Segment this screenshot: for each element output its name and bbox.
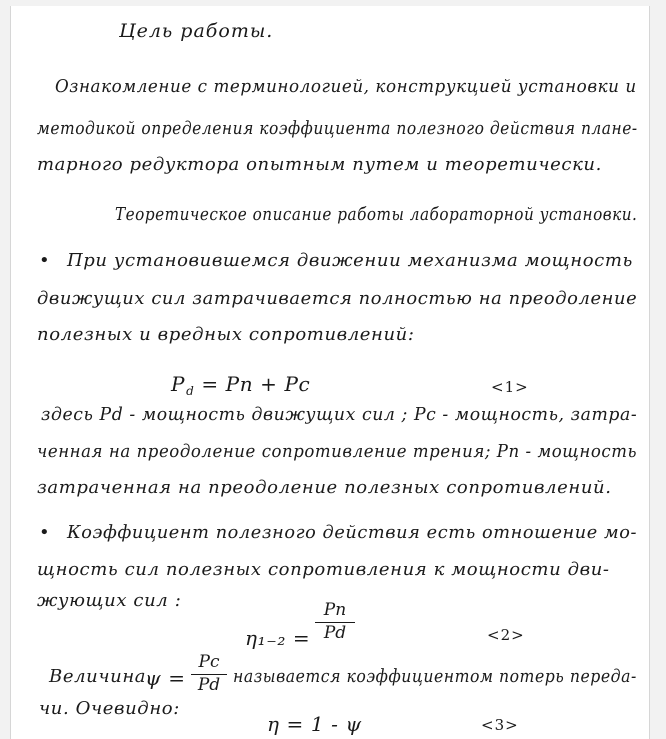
p1-line-3: полезных и вредных сопротивлений: [37,324,415,345]
document-title: Цель работы. [119,20,274,42]
intro-line-1: Ознакомление с терминологией, конструкцией установки и [55,76,637,97]
intro-line-3: тарного редуктора опытным путем и теоретически. [37,154,602,175]
equation-2-number: <2> [487,626,525,644]
p4-fraction [191,654,227,695]
p2-line-1: здесь Pd - мощность движущих сил ; Pc - мощность, затра- [41,404,638,425]
bullet-2: • [39,522,51,543]
notebook-page [10,6,650,739]
p4-prefix: Величина [49,666,147,687]
p4-numerator: Pc [198,652,220,672]
p2-line-2: ченная на преодоление сопротивление трения; Pn - мощность [37,441,638,462]
equation-3-number: <3> [481,716,519,734]
p4-psi: ψ = [145,666,186,690]
eq2-numerator: Pn [323,600,347,620]
eq2-denominator: Pd [323,622,347,643]
intro-line-2: методикой определения коэффициента полезного действия плане- [37,118,638,139]
p3-line-3: жующих сил : [37,590,182,611]
equation-2-lhs: η₁₋₂ = [245,626,311,650]
eq1-lhs: P [171,372,186,396]
p2-line-3: затраченная на преодоление полезных сопротивлений. [37,477,612,498]
eq1-rhs: = Pn + Pc [201,372,311,396]
equation-1 [171,372,311,398]
p1-line-1: При установившемся движении механизма мощность [67,250,633,271]
equation-1-number: <1> [491,378,529,396]
p1-line-2: движущих сил затрачивается полностью на преодоление [37,288,638,309]
equation-2-fraction [315,602,355,643]
p4-line-2: чи. Очевидно: [39,698,180,719]
section-heading: Теоретическое описание работы лабораторной установки. [115,204,638,225]
p4-rest: называется коэффициентом потерь переда- [233,666,637,687]
p3-line-2: щность сил полезных сопротивления к мощности дви- [37,559,610,580]
bullet-1: • [39,250,51,271]
p4-denominator: Pd [197,674,221,695]
p3-line-1: Коэффициент полезного действия есть отношение мо- [67,522,638,543]
equation-3: η = 1 - ψ [267,712,362,736]
eq1-lhs-sub: d [186,384,195,398]
